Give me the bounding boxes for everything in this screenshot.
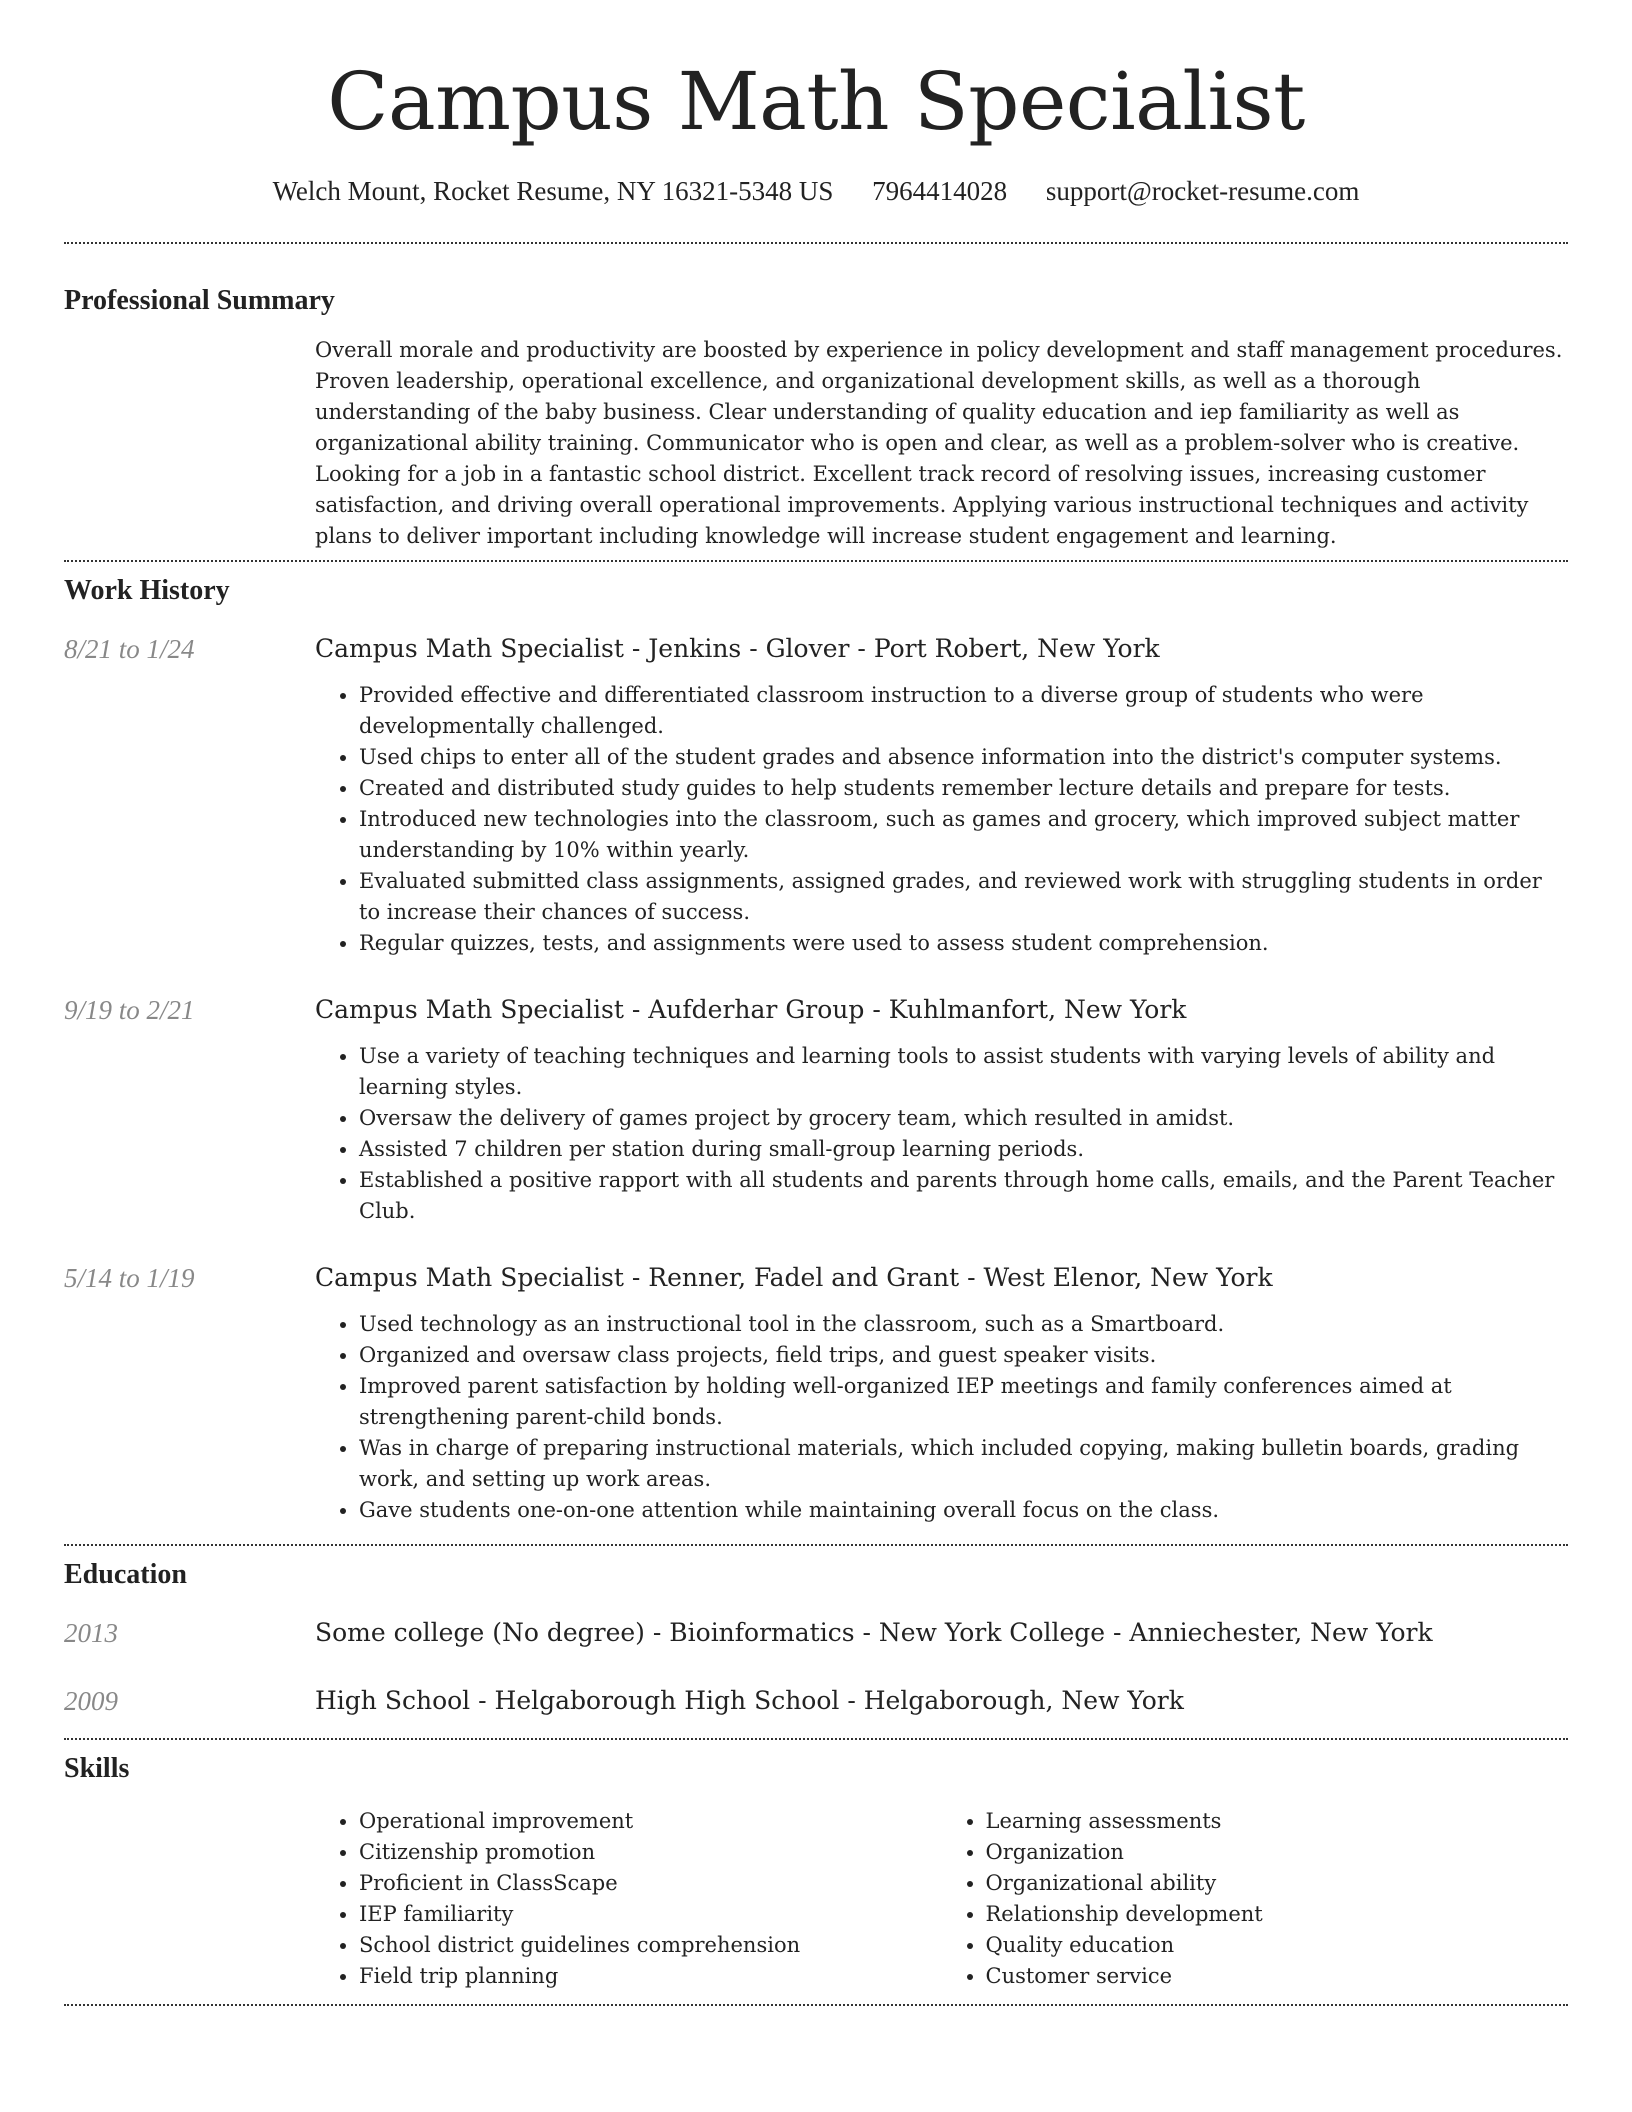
- list-item: • School district guidelines comprehension: [359, 1930, 942, 1961]
- list-item: • Use a variety of teaching techniques and learning tools to assist students with varying levels of ability and learning styles.: [359, 1041, 1568, 1103]
- education-entry: [64, 1684, 1568, 1718]
- list-item: • Field trip planning: [359, 1961, 942, 1992]
- resume-page: [64, 0, 1568, 2006]
- divider: [64, 560, 1568, 562]
- list-item: • Proficient in ClassScape: [359, 1868, 942, 1899]
- list-item: • Established a positive rapport with all students and parents through home calls, emails, and the Parent Teacher Club.: [359, 1165, 1568, 1227]
- resume-name: Campus Math Specialist: [327, 55, 1305, 148]
- job-entry: [64, 993, 1568, 1227]
- job-entry: [64, 632, 1568, 959]
- list-item: • Citizenship promotion: [359, 1837, 942, 1868]
- education-entry: [64, 1616, 1568, 1650]
- job-dates: 8/21 to 1/24: [64, 634, 195, 664]
- education-heading: Some college (No degree) - Bioinformatics - New York College - Anniechester, New York: [315, 1618, 1433, 1647]
- list-item: • Quality education: [986, 1930, 1569, 1961]
- list-item: • Relationship development: [986, 1899, 1569, 1930]
- job-bullets: [315, 1309, 1568, 1526]
- contact-address: Welch Mount, Rocket Resume, NY 16321-5348 US: [272, 176, 834, 206]
- skills-column-left: [315, 1806, 942, 1992]
- list-item: • Customer service: [986, 1961, 1569, 1992]
- section-title-skills: Skills: [64, 1753, 130, 1784]
- education-heading: High School - Helgaborough High School - Helgaborough, New York: [315, 1686, 1184, 1715]
- skills-list: [315, 1806, 1568, 1992]
- summary-text: Overall morale and productivity are boosted by experience in policy development and staff management procedures. Proven leadership, operational excellence, and organizational development skills, as well as a thorough understanding of the baby business. Clear understanding of quality education and iep familiarity as well as organizational ability training. Communicator who is open and clear, as well as a problem-solver who is creative. Looking for a job in a fantastic school district. Excellent track record of resolving issues, increasing customer satisfaction, and driving overall operational improvements. Applying various instructional techniques and activity plans to deliver important including knowledge will increase student engagement and learning.: [315, 338, 1563, 548]
- job-entry: [64, 1261, 1568, 1526]
- list-item: • Regular quizzes, tests, and assignments were used to assess student comprehension.: [359, 928, 1568, 959]
- list-item: • IEP familiarity: [359, 1899, 942, 1930]
- contact-line: [64, 174, 1568, 208]
- skills-column-right: [942, 1806, 1569, 1992]
- section-title-work: Work History: [64, 575, 230, 606]
- job-heading: Campus Math Specialist - Jenkins - Glover - Port Robert, New York: [315, 634, 1160, 663]
- job-heading: Campus Math Specialist - Aufderhar Group - Kuhlmanfort, New York: [315, 995, 1187, 1024]
- education-year: 2013: [64, 1618, 118, 1648]
- list-item: • Assisted 7 children per station during small-group learning periods.: [359, 1134, 1568, 1165]
- divider: [64, 1544, 1568, 1546]
- divider: [64, 242, 1568, 244]
- list-item: • Created and distributed study guides to help students remember lecture details and prepare for tests.: [359, 773, 1568, 804]
- job-dates: 5/14 to 1/19: [64, 1263, 195, 1293]
- list-item: • Learning assessments: [986, 1806, 1569, 1837]
- list-item: • Evaluated submitted class assignments, assigned grades, and reviewed work with struggling students in order to increase their chances of success.: [359, 866, 1568, 928]
- list-item: • Organizational ability: [986, 1868, 1569, 1899]
- education-year: 2009: [64, 1686, 118, 1716]
- divider: [64, 1738, 1568, 1740]
- list-item: • Was in charge of preparing instructional materials, which included copying, making bulletin boards, grading work, and setting up work areas.: [359, 1433, 1568, 1495]
- list-item: • Gave students one-on-one attention while maintaining overall focus on the class.: [359, 1495, 1568, 1526]
- list-item: • Improved parent satisfaction by holding well-organized IEP meetings and family conferences aimed at strengthening parent-child bonds.: [359, 1371, 1568, 1433]
- list-item: • Organized and oversaw class projects, field trips, and guest speaker visits.: [359, 1340, 1568, 1371]
- contact-email: support@rocket-resume.com: [1045, 176, 1360, 206]
- job-bullets: [315, 1041, 1568, 1227]
- list-item: • Operational improvement: [359, 1806, 942, 1837]
- list-item: • Organization: [986, 1837, 1569, 1868]
- list-item: • Oversaw the delivery of games project by grocery team, which resulted in amidst.: [359, 1103, 1568, 1134]
- section-title-education: Education: [64, 1559, 187, 1590]
- list-item: • Used chips to enter all of the student grades and absence information into the district's computer systems.: [359, 742, 1568, 773]
- job-heading: Campus Math Specialist - Renner, Fadel and Grant - West Elenor, New York: [315, 1263, 1273, 1292]
- list-item: • Provided effective and differentiated classroom instruction to a diverse group of students who were developmentally challenged.: [359, 680, 1568, 742]
- contact-phone: 7964414028: [872, 176, 1008, 206]
- job-bullets: [315, 680, 1568, 959]
- divider: [64, 2004, 1568, 2006]
- list-item: • Introduced new technologies into the classroom, such as games and grocery, which improved subject matter understanding by 10% within yearly.: [359, 804, 1568, 866]
- section-title-summary: Professional Summary: [64, 285, 335, 316]
- job-dates: 9/19 to 2/21: [64, 995, 195, 1025]
- list-item: • Used technology as an instructional tool in the classroom, such as a Smartboard.: [359, 1309, 1568, 1340]
